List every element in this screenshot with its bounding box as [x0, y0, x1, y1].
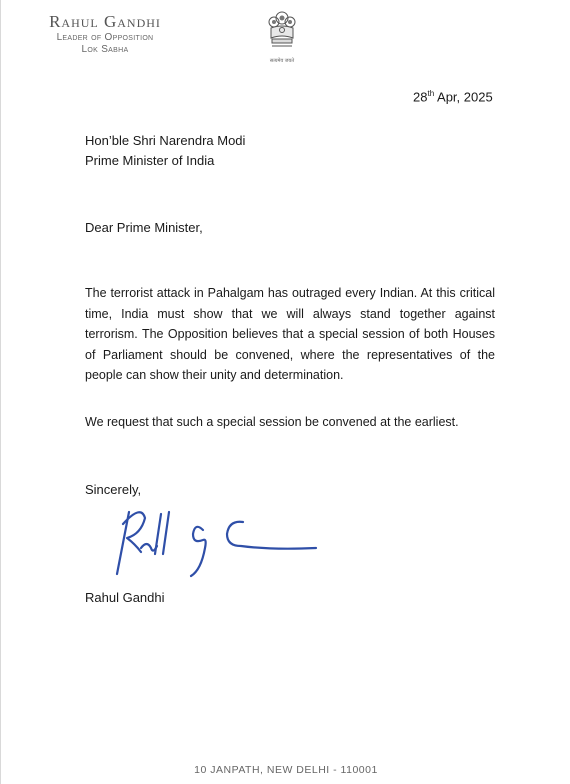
addressee-title: Prime Minister of India	[85, 153, 215, 168]
addressee-block	[85, 131, 245, 171]
body-paragraph-2: We request that such a special session be convened at the earliest.	[85, 415, 459, 429]
letterhead-house: Lok Sabha	[81, 44, 129, 55]
salutation: Dear Prime Minister,	[85, 220, 203, 235]
letter-date	[413, 89, 493, 104]
signer-name: Rahul Gandhi	[85, 590, 165, 605]
letterhead-name: Rahul Gandhi	[49, 12, 161, 31]
footer-address: 10 JANPATH, NEW DELHI - 110001	[194, 764, 378, 776]
date-day: 28	[413, 89, 428, 105]
addressee-name: Hon’ble Shri Narendra Modi	[85, 133, 246, 148]
signature-image	[111, 504, 326, 584]
body-paragraph-1: The terrorist attack in Pahalgam has outraged every Indian. At this critical time, India must show that we will always stand together against terrorism. The Opposition believes that a special session of both Houses of Parliament should be convened, where the representatives of the people can show their unity and determination.	[85, 286, 495, 382]
emblem-caption: सत्यमेव जयते	[269, 58, 295, 64]
closing: Sincerely,	[85, 482, 142, 497]
letterhead-designation: Leader of Opposition	[56, 32, 154, 43]
date-suffix: th	[427, 89, 435, 98]
date-rest: Apr, 2025	[434, 89, 493, 105]
letterhead	[35, 12, 175, 56]
